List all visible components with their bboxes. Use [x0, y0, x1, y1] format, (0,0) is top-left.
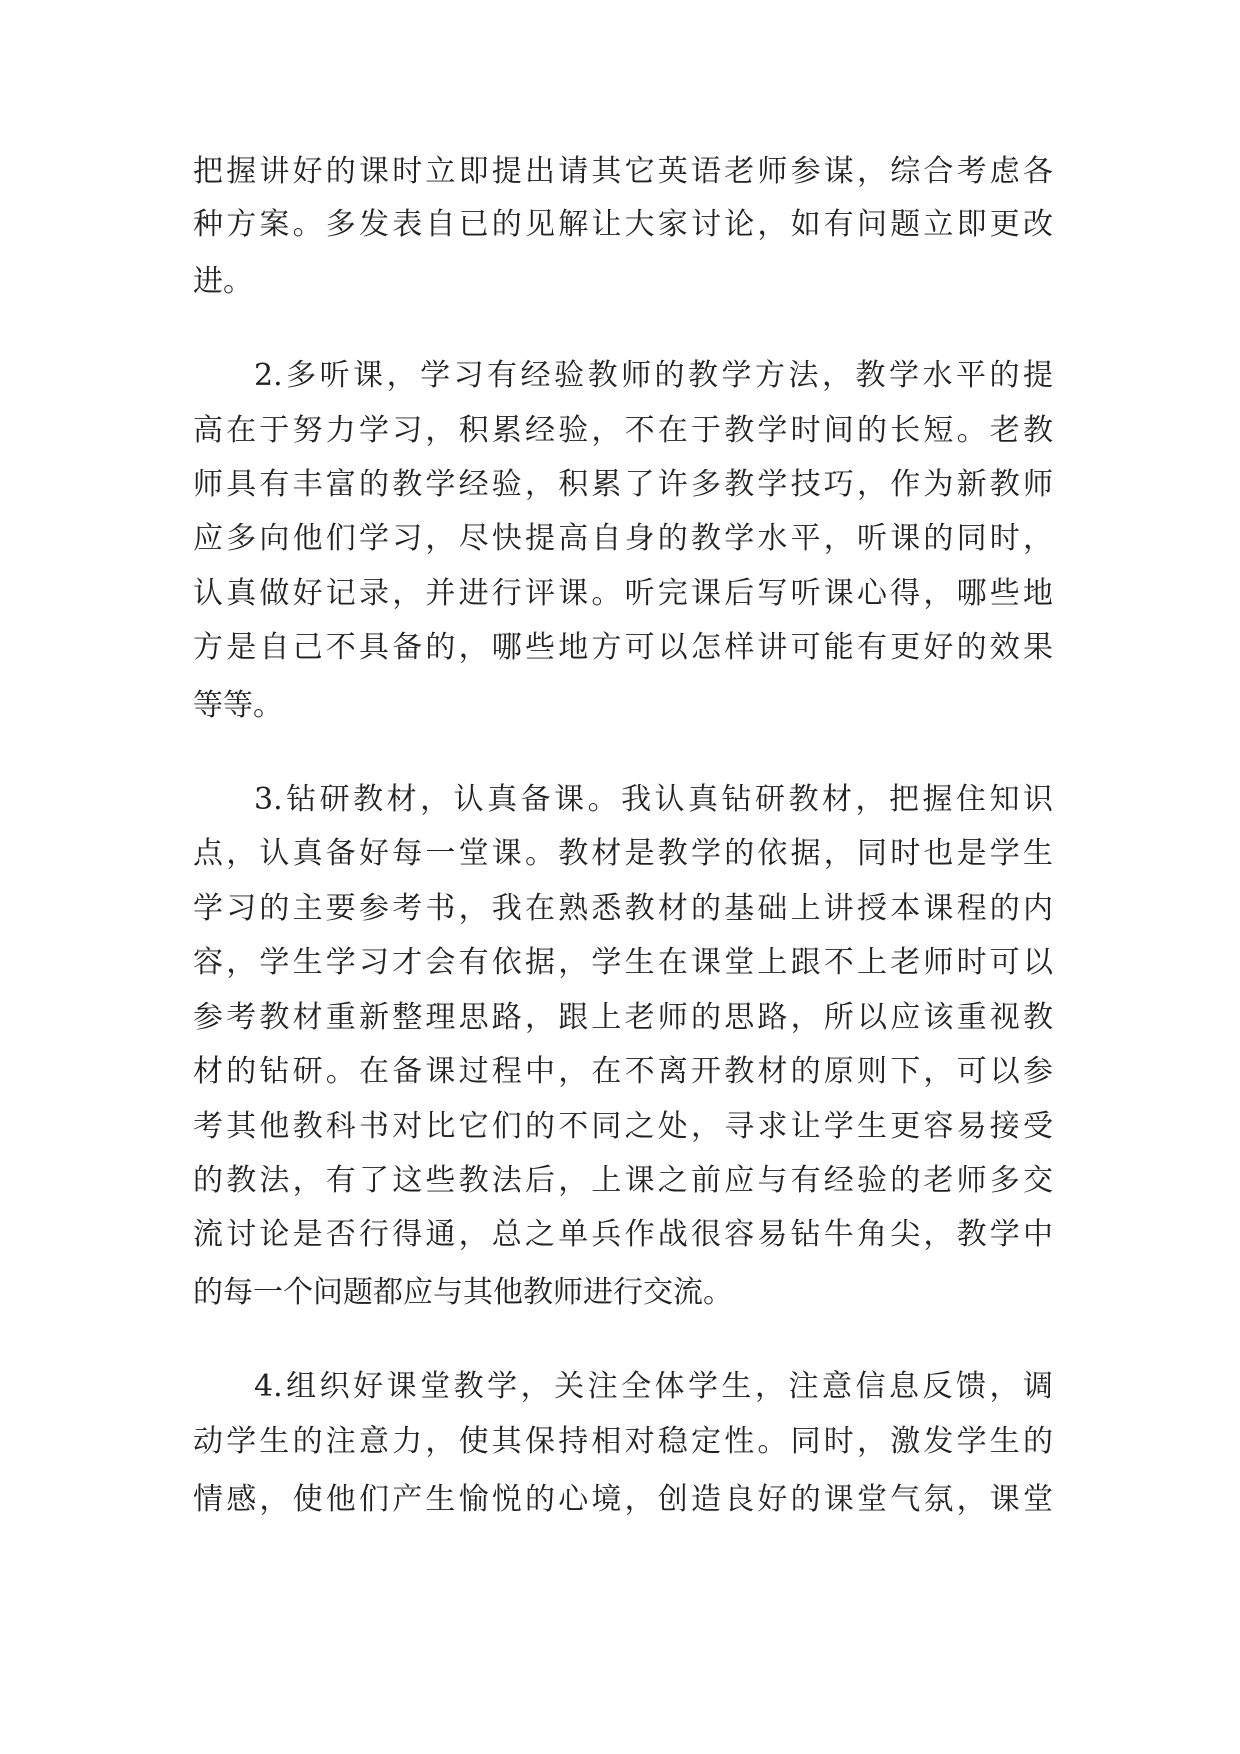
text-line: 容，学生学习才会有依据，学生在课堂上跟不上老师时可以 — [193, 945, 1053, 980]
text-line: 流讨论是否行得通，总之单兵作战很容易钻牛角尖，教学中 — [193, 1217, 1053, 1252]
text-line: 情感，使他们产生愉悦的心境，创造良好的课堂气氛，课堂 — [193, 1482, 1053, 1517]
text-line: 参考教材重新整理思路，跟上老师的思路，所以应该重视教 — [193, 1000, 1053, 1035]
text-line: 的每一个问题都应与其他教师进行交流。 — [193, 1275, 733, 1310]
paragraph-start-line: 3.钻研教材，认真备课。我认真钻研教材，把握住知识 — [254, 782, 1053, 817]
text-line: 学习的主要参考书，我在熟悉教材的基础上讲授本课程的内 — [193, 891, 1053, 926]
paragraph-start-line: 4.组织好课堂教学，关注全体学生，注意信息反馈，调 — [254, 1369, 1053, 1404]
text-line: 考其他教科书对比它们的不同之处，寻求让学生更容易接受 — [193, 1109, 1053, 1144]
text-line: 材的钻研。在备课过程中，在不离开教材的原则下，可以参 — [193, 1054, 1053, 1089]
text-line: 种方案。多发表自已的见解让大家讨论，如有问题立即更改 — [193, 207, 1053, 242]
text-line: 认真做好记录，并进行评课。听完课后写听课心得，哪些地 — [193, 576, 1053, 611]
text-line: 应多向他们学习，尽快提高自身的教学水平，听课的同时， — [193, 521, 1053, 556]
text-line: 方是自己不具备的，哪些地方可以怎样讲可能有更好的效果 — [193, 630, 1053, 665]
text-line: 动学生的注意力，使其保持相对稳定性。同时，激发学生的 — [193, 1424, 1053, 1459]
text-line: 高在于努力学习，积累经验，不在于教学时间的长短。老教 — [193, 413, 1053, 448]
text-line: 等等。 — [193, 688, 283, 723]
text-line: 师具有丰富的教学经验，积累了许多教学技巧，作为新教师 — [193, 467, 1053, 502]
paragraph-start-line: 2.多听课，学习有经验教师的教学方法，教学水平的提 — [254, 358, 1053, 393]
text-line: 把握讲好的课时立即提出请其它英语老师参谋，综合考虑各 — [193, 154, 1053, 189]
text-line: 的教法，有了这些教法后，上课之前应与有经验的老师多交 — [193, 1163, 1053, 1198]
text-line: 点，认真备好每一堂课。教材是教学的依据，同时也是学生 — [193, 836, 1053, 871]
text-line: 进。 — [193, 264, 253, 299]
